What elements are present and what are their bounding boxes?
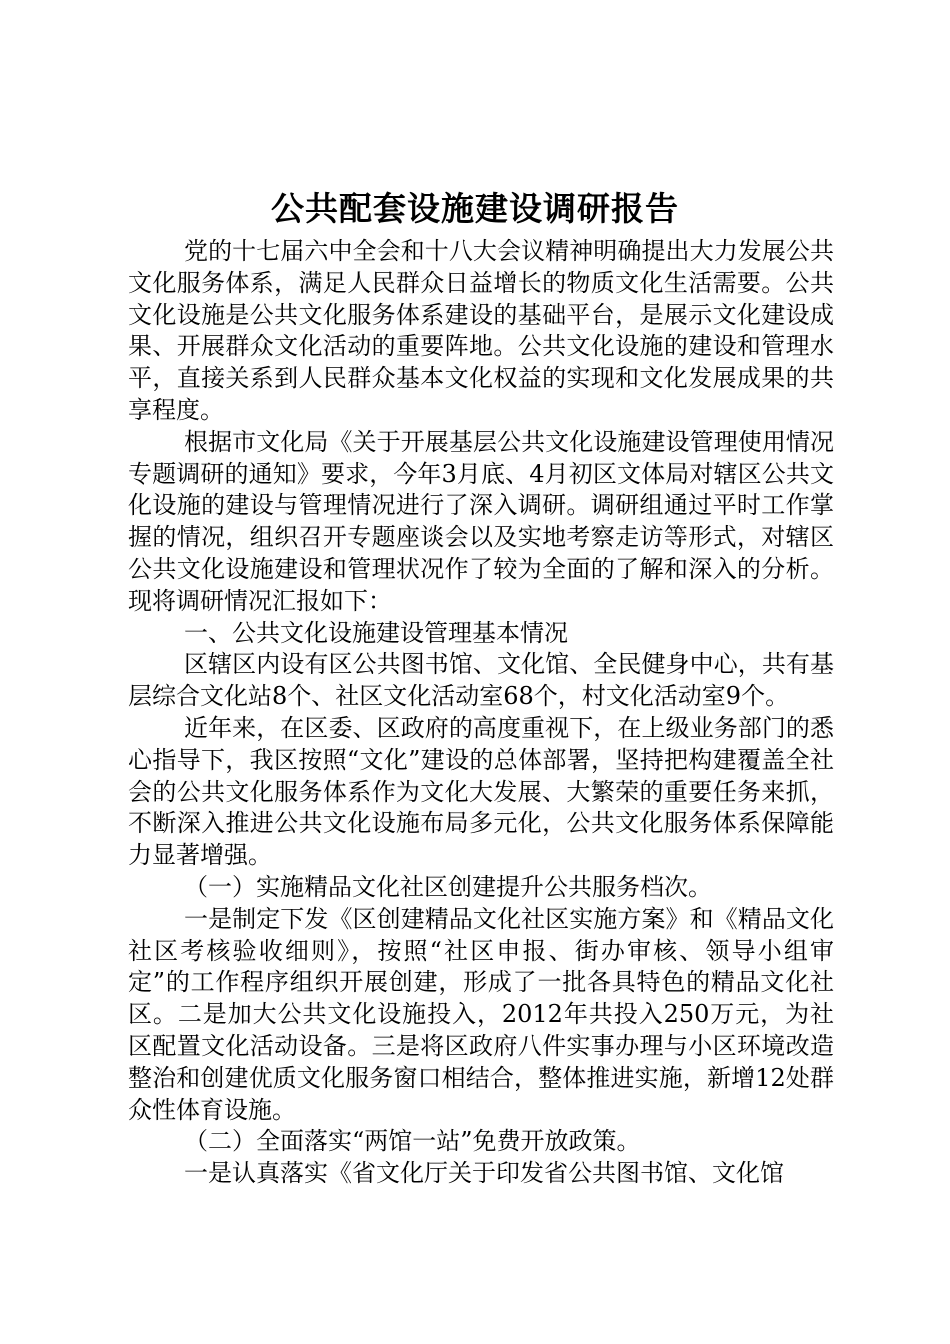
document-body xyxy=(128,236,834,1190)
paragraph-recent-years: 近年来，在区委、区政府的高度重视下，在上级业务部门的悉心指导下，我区按照“文化”建设的总体部署，坚持把构建覆盖全社会的公共文化服务体系作为文化大发展、大繁荣的重要任务来抓，不断深入推进公共文化设施布局多元化，公共文化服务体系保障能力显著增强。 xyxy=(128,713,834,870)
paragraph-measures-2: 一是认真落实《省文化厅关于印发省公共图书馆、文化馆 xyxy=(184,1159,784,1188)
paragraph-intro: 党的十七届六中全会和十八大会议精神明确提出大力发展公共文化服务体系，满足人民群众日益增长的物质文化生活需要。公共文化设施是公共文化服务体系建设的基础平台，是展示文化建设成果、开展群众文化活动的重要阵地。公共文化设施的建设和管理水平，直接关系到人民群众基本文化权益的实现和文化发展成果的共享程度。 xyxy=(128,237,834,424)
subsection-heading-2: （二）全面落实“两馆一站”免费开放政策。 xyxy=(184,1127,641,1156)
section-heading-1: 一、公共文化设施建设管理基本情况 xyxy=(184,618,568,647)
paragraph-facilities: 区辖区内设有区公共图书馆、文化馆、全民健身中心，共有基层综合文化站8个、社区文化活动室68个，村文化活动室9个。 xyxy=(128,650,834,711)
document-title: 公共配套设施建设调研报告 xyxy=(271,189,679,228)
paragraph-measures-1: 一是制定下发《区创建精品文化社区实施方案》和《精品文化社区考核验收细则》，按照“社区申报、街办审核、领导小组审定”的工作程序组织开展创建，形成了一批各具特色的精品文化社区。二是加大公共文化设施投入，2012年共投入250万元，为社区配置文化活动设备。三是将区政府八件实事办理与小区环境改造整治和创建优质文化服务窗口相结合，整体推进实施，新增12处群众性体育设施。 xyxy=(128,904,834,1124)
subsection-heading-1: （一）实施精品文化社区创建提升公共服务档次。 xyxy=(184,872,712,901)
paragraph-background: 根据市文化局《关于开展基层公共文化设施建设管理使用情况专题调研的通知》要求，今年3月底、4月初区文体局对辖区公共文化设施的建设与管理情况进行了深入调研。调研组通过平时工作掌握的情况，组织召开专题座谈会以及实地考察走访等形式，对辖区公共文化设施建设和管理状况作了较为全面的了解和深入的分析。现将调研情况汇报如下： xyxy=(128,427,834,615)
